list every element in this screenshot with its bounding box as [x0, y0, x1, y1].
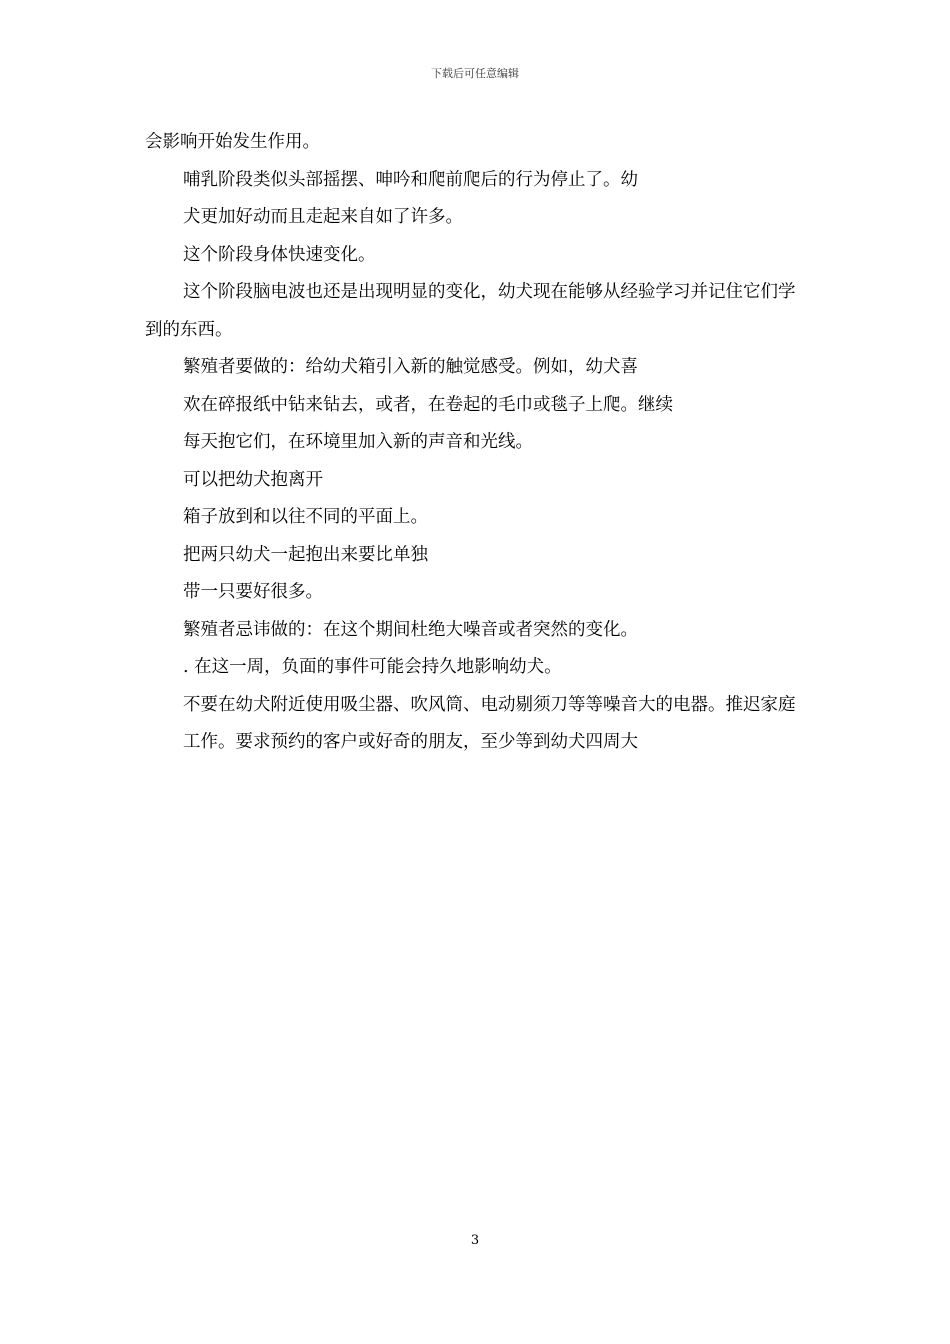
paragraph: 繁殖者要做的：给幼犬箱引入新的触觉感受。例如，幼犬喜: [183, 357, 638, 377]
page-header: 下载后可任意编辑: [431, 67, 519, 80]
paragraph: . 在这一周，负面的事件可能会持久地影响幼犬。: [183, 657, 562, 677]
paragraph: 工作。要求预约的客户或好奇的朋友，至少等到幼犬四周大: [183, 732, 638, 752]
paragraph: 箱子放到和以往不同的平面上。: [183, 507, 428, 527]
paragraph: 可以把幼犬抱离开: [183, 469, 323, 490]
paragraph: 这个阶段身体快速变化。: [183, 244, 376, 265]
page-number: 3: [470, 1233, 480, 1248]
document-body: [145, 124, 810, 762]
paragraph: 哺乳阶段类似头部摇摆、呻吟和爬前爬后的行为停止了。幼: [183, 169, 638, 190]
paragraph: 欢在碎报纸中钻来钻去，或者，在卷起的毛巾或毯子上爬。继续: [183, 394, 673, 415]
paragraph: 繁殖者忌讳做的：在这个期间杜绝大噪音或者突然的变化。: [183, 619, 638, 640]
paragraph: 带一只要好很多。: [183, 582, 323, 602]
paragraph: 会影响开始发生作用。: [145, 132, 320, 152]
paragraph: 每天抱它们，在环境里加入新的声音和光线。: [183, 432, 533, 452]
paragraph: 把两只幼犬一起抱出来要比单独: [183, 544, 428, 565]
paragraph: 这个阶段脑电波也还是出现明显的变化，幼犬现在能够从经验学习并记住它们学到的东西。: [145, 282, 796, 340]
paragraph: 不要在幼犬附近使用吸尘器、吹风筒、电动剔须刀等等噪音大的电器。推迟家庭: [183, 694, 796, 715]
paragraph: 犬更加好动而且走起来自如了许多。: [183, 207, 463, 227]
